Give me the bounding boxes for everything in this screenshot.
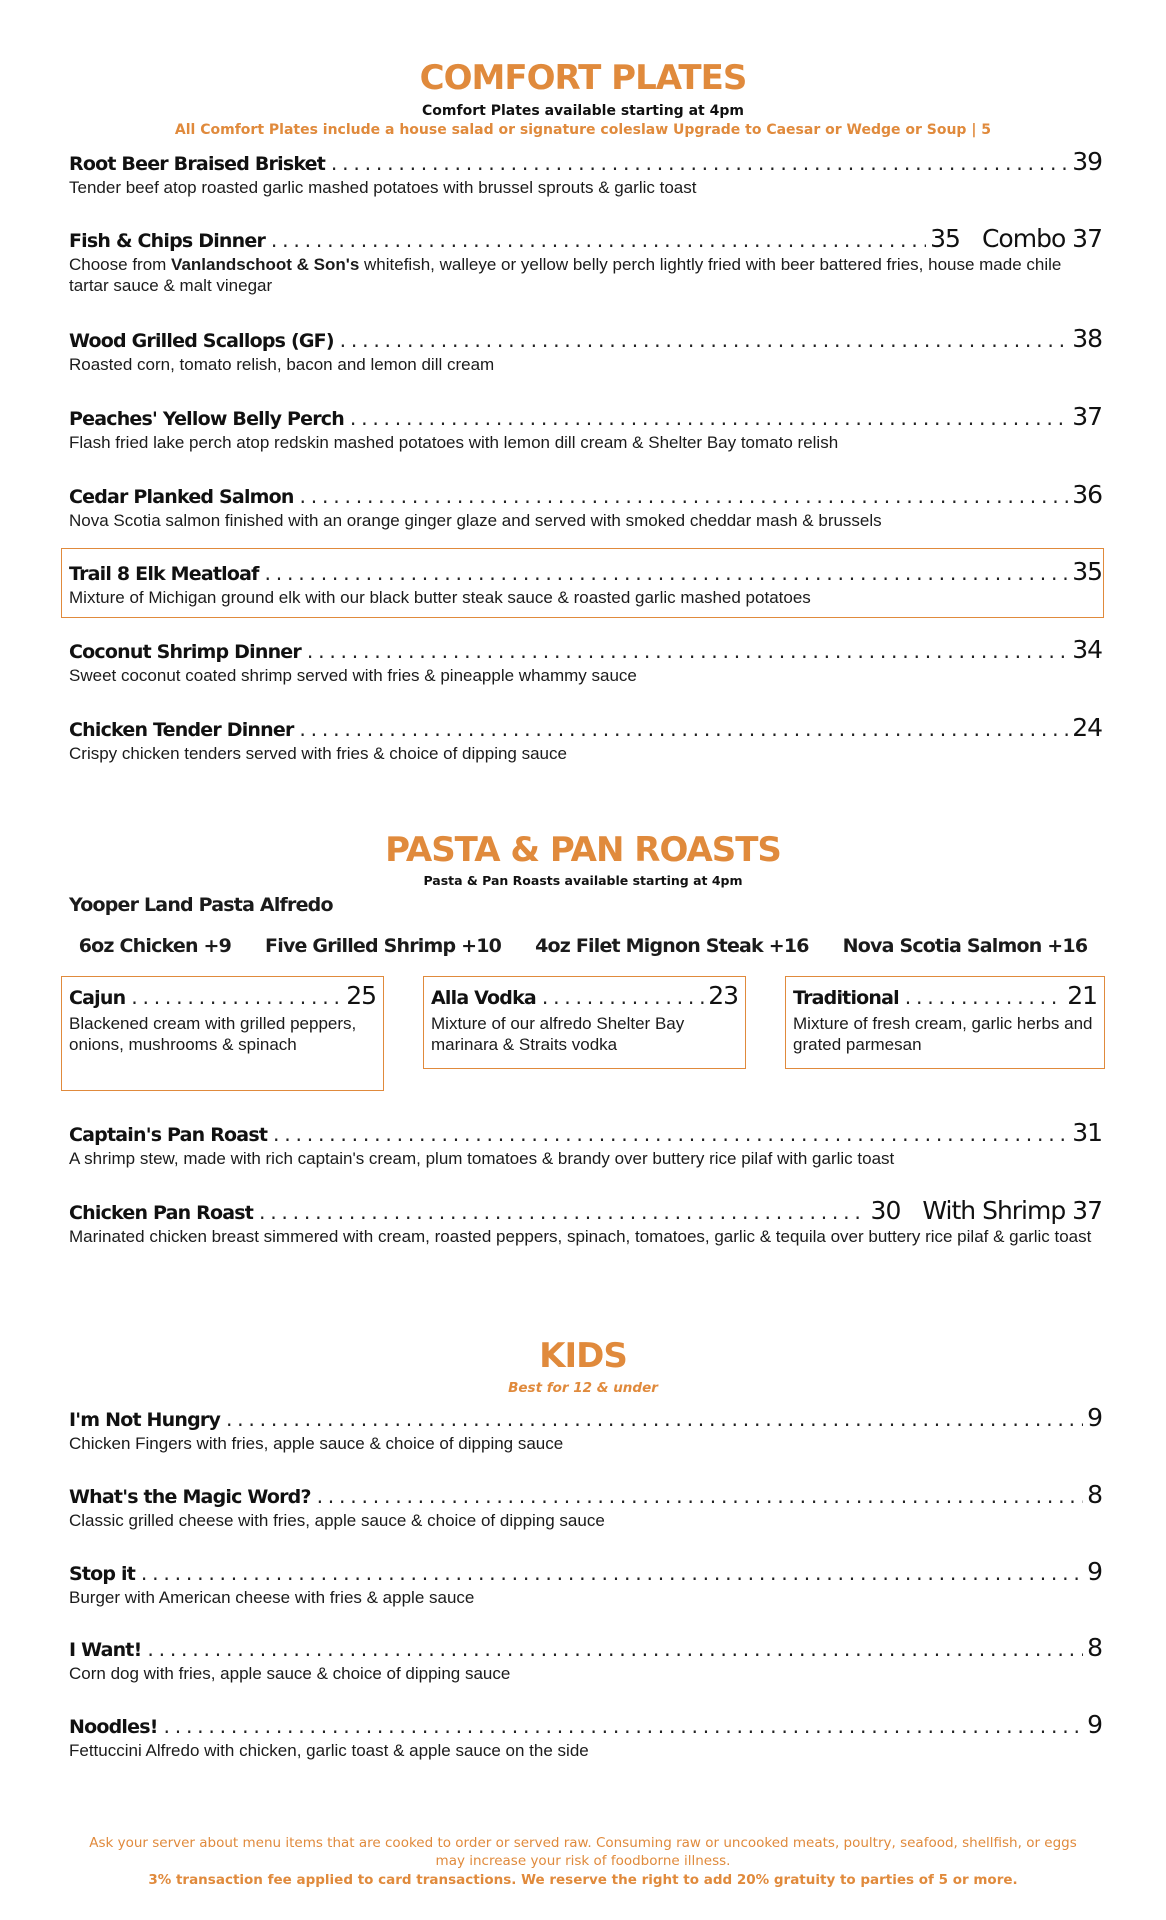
menu-item [69, 324, 1102, 375]
item-price-alt: With Shrimp 37 [922, 1196, 1102, 1225]
dot-leader [145, 1641, 1083, 1661]
pasta-title: PASTA & PAN ROASTS [385, 830, 781, 870]
item-price: 37 [1072, 402, 1102, 431]
dot-leader [269, 232, 926, 252]
item-name: Trail 8 Elk Meatloaf [69, 563, 259, 585]
item-description: A shrimp stew, made with rich captain's cream, plum tomatoes & brandy over buttery rice pilaf with garlic toast [69, 1149, 895, 1168]
item-name: Wood Grilled Scallops (GF) [69, 330, 334, 352]
addon-option: Nova Scotia Salmon +16 [842, 935, 1088, 957]
menu-item [69, 1557, 1102, 1608]
kids-title: KIDS [539, 1336, 627, 1376]
item-name: Root Beer Braised Brisket [69, 153, 326, 175]
item-name: Coconut Shrimp Dinner [69, 641, 301, 663]
alfredo-title: Yooper Land Pasta Alfredo [69, 894, 333, 916]
item-price: 25 [346, 981, 376, 1010]
item-price: 35 [930, 224, 960, 253]
menu-item [69, 713, 1102, 764]
dot-leader [329, 155, 1068, 175]
item-price: 23 [708, 981, 738, 1010]
menu-item [69, 480, 1102, 531]
supplier-name: Vanlandschoot & Son's [171, 255, 360, 274]
item-name: Alla Vodka [431, 987, 536, 1009]
item-description: Flash fried lake perch atop redskin mashed potatoes with lemon dill cream & Shelter Bay tomato relish [69, 433, 839, 452]
menu-item [69, 402, 1102, 453]
sauce-option-traditional [785, 976, 1105, 1069]
item-name: What's the Magic Word? [69, 1486, 311, 1508]
dot-leader [271, 1126, 1068, 1146]
menu-item-featured [69, 557, 1102, 608]
dot-leader [348, 410, 1068, 430]
item-price: 9 [1087, 1710, 1102, 1739]
menu-item [69, 1710, 1102, 1761]
item-price: 39 [1072, 147, 1102, 176]
comfort-note: All Comfort Plates include a house salad or signature coleslaw Upgrade to Caesar or Wedge or Soup | 5 [174, 122, 992, 138]
kids-subtitle: Best for 12 & under [508, 1380, 658, 1396]
food-safety-disclaimer: Ask your server about menu items that are cooked to order or served raw. Consuming raw or uncooked meats, poultry, seafood, shellfish, or eggs may increase your risk of foodborne illness. [89, 1835, 1077, 1869]
dot-leader [263, 565, 1069, 585]
item-name: Noodles! [69, 1716, 158, 1738]
item-description: Tender beef atop roasted garlic mashed potatoes with brussel sprouts & garlic toast [69, 178, 697, 197]
item-description: Mixture of Michigan ground elk with our black butter steak sauce & roasted garlic mashed potatoes [69, 588, 811, 607]
item-price: 30 [870, 1196, 901, 1225]
menu-item [69, 1196, 1102, 1247]
comfort-availability: Comfort Plates available starting at 4pm [422, 103, 744, 119]
comfort-plates-title: COMFORT PLATES [419, 58, 747, 98]
item-description: Mixture of our alfredo Shelter Bay marinara & Straits vodka [431, 1014, 685, 1054]
item-price: 38 [1072, 324, 1102, 353]
menu-item [69, 1633, 1102, 1684]
item-name: Peaches' Yellow Belly Perch [69, 408, 344, 430]
item-description: Nova Scotia salmon finished with an orange ginger glaze and served with smoked cheddar mash & brussels [69, 511, 882, 530]
dot-leader [162, 1718, 1084, 1738]
dot-leader [139, 1565, 1083, 1585]
item-description: Roasted corn, tomato relish, bacon and lemon dill cream [69, 355, 495, 374]
dot-leader [298, 488, 1069, 508]
item-description: Blackened cream with grilled peppers, onions, mushrooms & spinach [69, 1014, 357, 1054]
item-price: 36 [1072, 480, 1102, 509]
menu-item [69, 1403, 1102, 1454]
menu-item [69, 1480, 1102, 1531]
item-description: Classic grilled cheese with fries, apple sauce & choice of dipping sauce [69, 1511, 605, 1530]
addon-option: Five Grilled Shrimp +10 [265, 935, 502, 957]
item-name: Traditional [793, 987, 899, 1009]
item-description: Marinated chicken breast simmered with cream, roasted peppers, spinach, tomatoes, garlic & tequila over buttery rice pilaf & garlic toast [69, 1227, 1092, 1246]
transaction-fee-notice: 3% transaction fee applied to card transactions. We reserve the right to add 20% gratuity to parties of 5 or more. [148, 1872, 1018, 1888]
menu-item [69, 224, 1102, 296]
addon-option: 6oz Chicken +9 [78, 935, 232, 957]
item-description: Fettuccini Alfredo with chicken, garlic toast & apple sauce on the side [69, 1741, 589, 1760]
dot-leader [315, 1488, 1083, 1508]
item-description: Choose from Vanlandschoot & Son's whitefish, walleye or yellow belly perch lightly fried with beer battered fries, house made chile tartar sauce & malt vinegar [69, 255, 1062, 295]
addon-option: 4oz Filet Mignon Steak +16 [535, 935, 809, 957]
dot-leader [903, 989, 1063, 1009]
alfredo-addons [0, 935, 1166, 957]
item-description: Sweet coconut coated shrimp served with fries & pineapple whammy sauce [69, 666, 637, 685]
item-price: 9 [1087, 1557, 1102, 1586]
dot-leader [338, 332, 1068, 352]
menu-item [69, 1118, 1102, 1169]
item-name: Fish & Chips Dinner [69, 230, 266, 252]
dot-leader [540, 989, 704, 1009]
menu-item [69, 147, 1102, 198]
item-description: Corn dog with fries, apple sauce & choice of dipping sauce [69, 1664, 511, 1683]
item-description: Crispy chicken tenders served with fries & choice of dipping sauce [69, 744, 567, 763]
item-name: Chicken Pan Roast [69, 1202, 254, 1224]
sauce-option-cajun [61, 976, 384, 1091]
item-price: 9 [1087, 1403, 1102, 1432]
item-price: 34 [1072, 635, 1102, 664]
item-price: 35 [1072, 557, 1102, 586]
item-name: I'm Not Hungry [69, 1409, 221, 1431]
dot-leader [305, 643, 1068, 663]
sauce-option-alla-vodka [423, 976, 746, 1069]
dot-leader [298, 721, 1069, 741]
item-price: 24 [1072, 713, 1102, 742]
dot-leader [224, 1411, 1083, 1431]
item-name: Cedar Planked Salmon [69, 486, 294, 508]
menu-item [69, 635, 1102, 686]
item-price: 8 [1087, 1633, 1102, 1662]
item-price-alt: Combo 37 [981, 224, 1102, 253]
item-name: Captain's Pan Roast [69, 1124, 268, 1146]
item-name: I Want! [69, 1639, 142, 1661]
dot-leader [257, 1204, 866, 1224]
item-description: Mixture of fresh cream, garlic herbs and grated parmesan [793, 1014, 1093, 1054]
item-name: Stop it [69, 1563, 136, 1585]
item-description: Burger with American cheese with fries & apple sauce [69, 1588, 475, 1607]
item-price: 21 [1067, 981, 1097, 1010]
dot-leader [129, 989, 342, 1009]
item-price: 31 [1072, 1118, 1102, 1147]
item-name: Chicken Tender Dinner [69, 719, 294, 741]
pasta-availability: Pasta & Pan Roasts available starting at 4pm [423, 873, 743, 888]
item-price: 8 [1087, 1480, 1102, 1509]
item-description: Chicken Fingers with fries, apple sauce & choice of dipping sauce [69, 1434, 564, 1453]
item-name: Cajun [69, 987, 126, 1009]
